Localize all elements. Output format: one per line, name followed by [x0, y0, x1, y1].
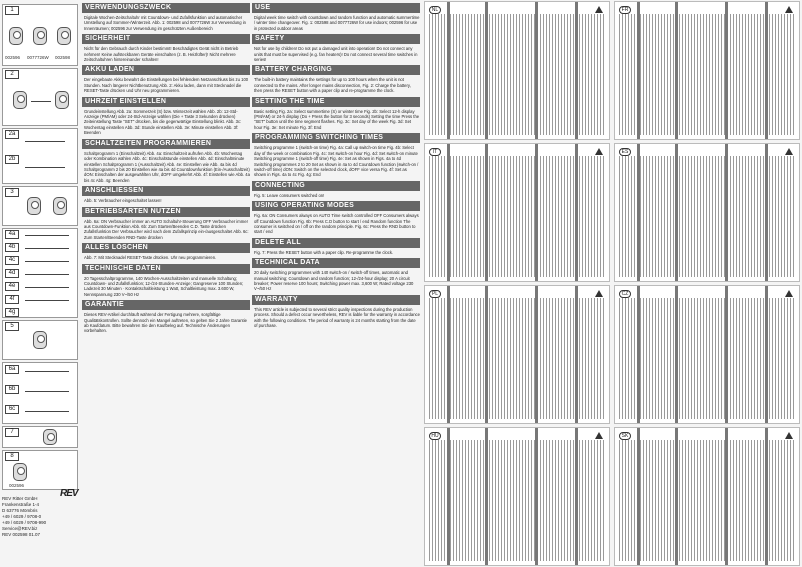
warning-icon — [595, 290, 603, 297]
section-body: Fig. 5: Leave consumers switched on! — [254, 192, 325, 198]
section-body: Nicht für den Gebrauch durch Kinder bestimmt! Beschädigtes Gerät nicht in Betrieb nehmen! Keine aufsteckbaren Geräte einschalten (z. B. Heizlüfter)! Nicht mehrere Zeitschaltuhren hintereinander schalten! — [84, 46, 239, 63]
company-street: Frankenstraße 1-4 — [2, 502, 40, 507]
warning-icon — [595, 148, 603, 155]
figure-number: 6c — [5, 405, 19, 414]
section-body: Switching programme 1 (switch-on time) Fig. 4a: Call up switch-on time Fig. 4b: Select day of the week or combination Fig. 4c: Set switch-on hour Fig. 4d: Set switch-on minute Switching programme 1 (switch-off time) Fig. 4e: Set as shown in Figs. 4a to 4d Switching programmes 2 to 20 Set as shown in 4a to 4d Countdown function (switch-on / switch-off time) dON: Switch on the selected clock, dOFF vice versa Fig. 4f: Set as shown in Figs. 4a to 4c Fig. 4g: End — [254, 145, 419, 178]
figure-8 — [2, 450, 78, 490]
section-body: Digital week time switch with countdown and random function and automatic summertime / winter time changeover. Fig. 1: 002598 and 0077726W for use indoors; 002596 for use in protected outdoor areas — [254, 15, 420, 31]
arrow-icon — [25, 371, 69, 372]
section-heading: DELETE ALL — [252, 238, 420, 248]
arrow-icon — [25, 235, 69, 236]
section-heading: WARRANTY — [252, 295, 420, 305]
language-panel — [614, 285, 800, 424]
arrow-icon — [25, 287, 69, 288]
german-column — [82, 3, 250, 503]
section-body: Abb. 5: Verbraucher eingeschaltet lassen! — [84, 198, 162, 204]
product-code: 0077726W — [27, 55, 49, 60]
section-heading-bar — [447, 144, 450, 281]
section-heading-bar — [675, 2, 678, 139]
section-heading-bar — [485, 144, 488, 281]
section-body: This REV article is subjected to several strict quality inspections during the production process. Should a defect occur nevertheless, REV is liable for the warranty in accordance with the following conditions. The period of warranty is 24 months starting from the date of purchase. — [254, 306, 420, 328]
warning-icon — [595, 432, 603, 439]
rotated-text-block — [429, 14, 605, 135]
language-badge: NL — [429, 6, 441, 14]
language-panel — [614, 143, 800, 282]
section-heading-bar — [535, 428, 538, 565]
language-badge: ES — [619, 148, 631, 156]
section-heading-bar — [535, 144, 538, 281]
section-body: Abb. 6a: ON Verbraucher immer an AUTO Schaltuhr-Steuerung OFF Verbraucher immer aus Countdown-Funktion Abb. 6b: Zum Starten/Beenden C.D. Taste drücken Zufallsfunktion Der Verbraucher wird nach dem Zufallsprinzip ein-/ausgeschaltet Abb. 6c: Zum Starten/Beenden RND-Taste drücken — [84, 218, 249, 240]
document-code: REV 002598 01.07 — [2, 532, 41, 537]
section-heading: PROGRAMMING SWITCHING TIMES — [252, 133, 420, 143]
section-heading-bar — [765, 286, 768, 423]
company-city: D 63776 Mömbris — [2, 508, 38, 513]
section-heading: BATTERY CHARGING — [252, 65, 420, 75]
rotated-text-block — [429, 440, 605, 561]
section-heading-bar — [725, 144, 728, 281]
section-body: 20 daily switching programmes with 140 switch-on / switch-off times, automatic and manual switching; Countdown and random function; 12-/24-hour display; 20 A circuit breaker; Power reserve 100 hours; Switching power max. 3,600 W; Rated voltage 230 V~/50 Hz — [254, 270, 414, 292]
rotated-text-block — [619, 156, 795, 277]
section-heading: SAFETY — [252, 34, 420, 44]
section-heading: SCHALTZEITEN PROGRAMMIEREN — [82, 139, 250, 149]
section-heading-bar — [725, 2, 728, 139]
arrow-icon — [25, 167, 65, 168]
warning-icon — [595, 6, 603, 13]
section-heading-bar — [637, 286, 640, 423]
warning-icon — [785, 148, 793, 155]
figure-number: 4d — [5, 269, 19, 278]
rotated-text-block — [619, 298, 795, 419]
product-code: 002598 — [55, 55, 71, 60]
device-icon — [43, 429, 57, 445]
figure-number: 2b — [5, 155, 19, 164]
language-badge: CZ — [619, 290, 631, 298]
section-heading-bar — [637, 2, 640, 139]
section-heading-bar — [575, 144, 578, 281]
figure-number: 4g — [5, 308, 19, 317]
figure-number: 4e — [5, 282, 19, 291]
warning-icon — [785, 290, 793, 297]
section-heading: UHRZEIT EINSTELLEN — [82, 97, 250, 107]
figure-number: 5 — [5, 322, 19, 331]
figure-number: 3 — [5, 188, 19, 197]
section-heading-bar — [675, 144, 678, 281]
language-panel — [614, 1, 800, 140]
figure-3 — [2, 186, 78, 226]
rotated-text-block — [619, 14, 795, 135]
section-heading-bar — [725, 286, 728, 423]
section-heading: SICHERHEIT — [82, 34, 250, 44]
arrow-icon — [25, 274, 69, 275]
arrow-icon — [25, 248, 69, 249]
figure-number: 4f — [5, 295, 19, 304]
company-fax: +49 / 6029 / 9708-990 — [2, 520, 47, 525]
rotated-text-block — [429, 156, 605, 277]
brand-logo: REV — [60, 488, 78, 499]
figure-1 — [2, 4, 78, 66]
section-heading-bar — [447, 428, 450, 565]
arrow-icon — [31, 101, 51, 102]
section-heading-bar — [765, 428, 768, 565]
section-body: Fig. 6a: ON Consumers always on AUTO Time switch controlled OFF Consumers always off Countdown function Fig. 6b: Press C.D button to start / end Random function The consumer is switched on / off on the random principle. Fig. 6c: Press the RND button to start / end — [254, 213, 419, 235]
language-panel — [424, 427, 610, 566]
section-heading-bar — [575, 286, 578, 423]
section-body: 20 Tagesschaltprogramme, 140 Wochen-Ausschaltzeiten und manuelle Schaltung; Countdown- und Zufallsfunktion; 12-/24-Stunden-Anzeige; Gangreserve 100 Stunden; Ladezeit 30 Minuten · Kontaktschaltleistung 1 Watt, Schaltleistung max. 3.600 W, Nennspannung 230 V~/50 Hz — [84, 275, 244, 297]
section-heading-bar — [535, 2, 538, 139]
device-icon — [27, 197, 41, 215]
section-heading-bar — [447, 286, 450, 423]
section-body: Dieses REV-Artikel durchläuft während der Fertigung mehrere, sorgfältige Qualitätskontrollen. Sollte dennoch ein Mangel auftreten, so gelten Sie 2 Jahre Garantie ab Kaufdatum. Bitte bewahren Sie den Kaufbeleg auf. Technische Änderungen vorbehalten. — [84, 312, 247, 334]
section-heading-bar — [535, 286, 538, 423]
device-icon — [53, 197, 67, 215]
figure-number: 7 — [5, 428, 19, 437]
device-icon — [33, 331, 47, 349]
language-panel — [424, 143, 610, 282]
rotated-text-block — [429, 298, 605, 419]
device-icon — [55, 91, 69, 109]
section-heading: CONNECTING — [252, 181, 420, 191]
section-heading: ANSCHLIESSEN — [82, 186, 250, 196]
section-body: Schaltprogramm 1 (Einschaltzeit) Abb. 4a: Einschaltzeit aufrufen Abb. 4b: Wochentag oder Kombination wählen Abb. 4c: Einschaltstunde einstellen Abb. 4d: Einschaltminute einstellen Schaltprogramm 1 (Ausschaltzeit) Abb. 4e: Einstellen wie Abb. 4a bis 4d Schaltprogramm 2 bis 20 Einstellen wie 4a bis 4d Countdownfunktion (Ein-/Ausschaltzeit) dON: Einschalten der ausgewählten Uhr, dOFF umgekehrt Abb. 4f: Einstellen wie Abb. 4a bis 4c Abb. 4g: Beenden — [84, 150, 250, 183]
section-heading-bar — [637, 428, 640, 565]
arrow-icon — [25, 411, 69, 412]
figure-number: 6a — [5, 365, 19, 374]
figure-5 — [2, 320, 78, 360]
warning-icon — [785, 6, 793, 13]
figure-4 — [2, 228, 78, 318]
section-heading-bar — [485, 2, 488, 139]
language-badge: IT — [429, 148, 441, 156]
section-heading-bar — [485, 428, 488, 565]
figure-2a-2b — [2, 128, 78, 184]
section-heading: ALLES LÖSCHEN — [82, 243, 250, 253]
language-panel — [424, 1, 610, 140]
company-address — [2, 496, 82, 538]
section-heading-bar — [447, 2, 450, 139]
arrow-icon — [25, 141, 65, 142]
product-code: 002596 — [5, 55, 21, 60]
arrow-icon — [25, 261, 69, 262]
section-body: The built-in battery maintains the settings for up to 100 hours when the unit is not connected to the mains. After longer mains disconnection, Fig. 2: Charge the battery, then press the RESET button with a paper clip and re-programme the clock. — [254, 77, 411, 94]
figure-number: 2 — [5, 70, 19, 79]
section-heading-bar — [485, 286, 488, 423]
figure-number: 1 — [5, 6, 19, 15]
figure-2 — [2, 68, 78, 126]
language-badge: FR — [619, 6, 631, 14]
section-body: Fig. 7: Press the RESET button with a paper clip. Re-programme the clock. — [254, 249, 394, 255]
figure-number: 2a — [5, 130, 19, 139]
section-body: Not for use by children! Do not put a damaged unit into operation! Do not connect any units that must be supervised (e.g. fan heaters)! Do not connect several time switches in series! — [254, 46, 418, 63]
section-heading-bar — [575, 2, 578, 139]
device-icon — [57, 27, 71, 45]
section-heading: TECHNICAL DATA — [252, 258, 420, 268]
arrow-icon — [25, 391, 69, 392]
device-icon — [9, 27, 23, 45]
section-body: Basic setting Fig. 2a: Select summertime (S) or winter time Fig. 2b: Select 12-h display (PM/AM) or 24-h display (Do + Press the button for 3 seconds) Setting the time Press the "SET" button until the time segment flashes. Fig. 3c: Set day of the week Fig. 3d: Set hour Fig. 3e: Set minute Fig. 3f: End — [254, 108, 420, 130]
company-phone: +49 / 6029 / 9708-0 — [2, 514, 42, 519]
language-badge: HU — [429, 432, 441, 440]
section-heading: TECHNISCHE DATEN — [82, 264, 250, 274]
section-body: Grundeinstellung Abb. 2a: Sommerzeit (S) bzw. Winterzeit wählen Abb. 2b: 12-Std-Anzeige (PM/AM) oder 24-Std-Anzeige wählen (Die + Taste 3 Sekunden drücken) Zeiteinstellung Taste "SET" drücken, bis die gegenwärtige Einstellung blinkt. Abb. 3c: Wochentag einstellen Abb. 3d: Stunde einstellen Abb. 3e: Minute einstellen Abb. 3f: Beenden — [84, 108, 242, 136]
section-heading: GARANTIE — [82, 300, 250, 310]
section-heading-bar — [675, 286, 678, 423]
section-heading-bar — [765, 2, 768, 139]
device-icon — [13, 463, 27, 481]
rotated-text-block — [619, 440, 795, 561]
device-icon — [33, 27, 47, 45]
figure-number: 4a — [5, 230, 19, 239]
figure-7 — [2, 426, 78, 448]
section-heading: USE — [252, 3, 420, 13]
figure-number: 8 — [5, 452, 19, 461]
section-heading: AKKU LADEN — [82, 65, 250, 75]
product-code: 002596 — [9, 483, 25, 488]
company-name: REV Ritter GmbH — [2, 496, 38, 501]
language-badge: SK — [619, 432, 631, 440]
section-heading: SETTING THE TIME — [252, 97, 420, 107]
language-badge: PL — [429, 290, 441, 298]
figure-6 — [2, 362, 78, 424]
figure-number: 4c — [5, 256, 19, 265]
section-body: Digitale Wochen-Zeitschaltuhr mit Countdown- und Zufallsfunktion und automatischer Umstellung auf Sommer-/Winterzeit. Abb. 1: 002598 und 0077726W zur Verwendung in Innenräumen; 002596 zur Verwendung im geschützten Außenbereich — [84, 15, 247, 31]
section-heading-bar — [765, 144, 768, 281]
section-heading: BETRIEBSARTEN NUTZEN — [82, 207, 250, 217]
section-heading: USING OPERATING MODES — [252, 201, 420, 211]
section-heading-bar — [675, 428, 678, 565]
section-heading-bar — [725, 428, 728, 565]
warning-icon — [785, 432, 793, 439]
section-body: Der eingebaute Akku bewahrt die Einstellungen bei fehlendem Netzanschluss bis zu 100 Stunden. Nach längerer Nichtbenutzung Abb. 2: Akku laden, dann mit Stecknadel die RESET-Taste drücken und Uhr neu programmieren. — [84, 77, 249, 94]
language-panel — [614, 427, 800, 566]
figure-column — [2, 4, 78, 494]
section-heading: VERWENDUNGSZWECK — [82, 3, 250, 13]
company-email: Service@REV.biz — [2, 526, 38, 531]
figure-number: 6b — [5, 385, 19, 394]
section-body: Abb. 7: Mit Stecknadel RESET-Taste drücken. Uhr neu programmieren. — [84, 255, 217, 261]
language-panel — [424, 285, 610, 424]
section-heading-bar — [637, 144, 640, 281]
figure-number: 4b — [5, 243, 19, 252]
section-heading-bar — [575, 428, 578, 565]
arrow-icon — [25, 300, 69, 301]
device-icon — [13, 91, 27, 109]
english-column — [252, 3, 420, 503]
